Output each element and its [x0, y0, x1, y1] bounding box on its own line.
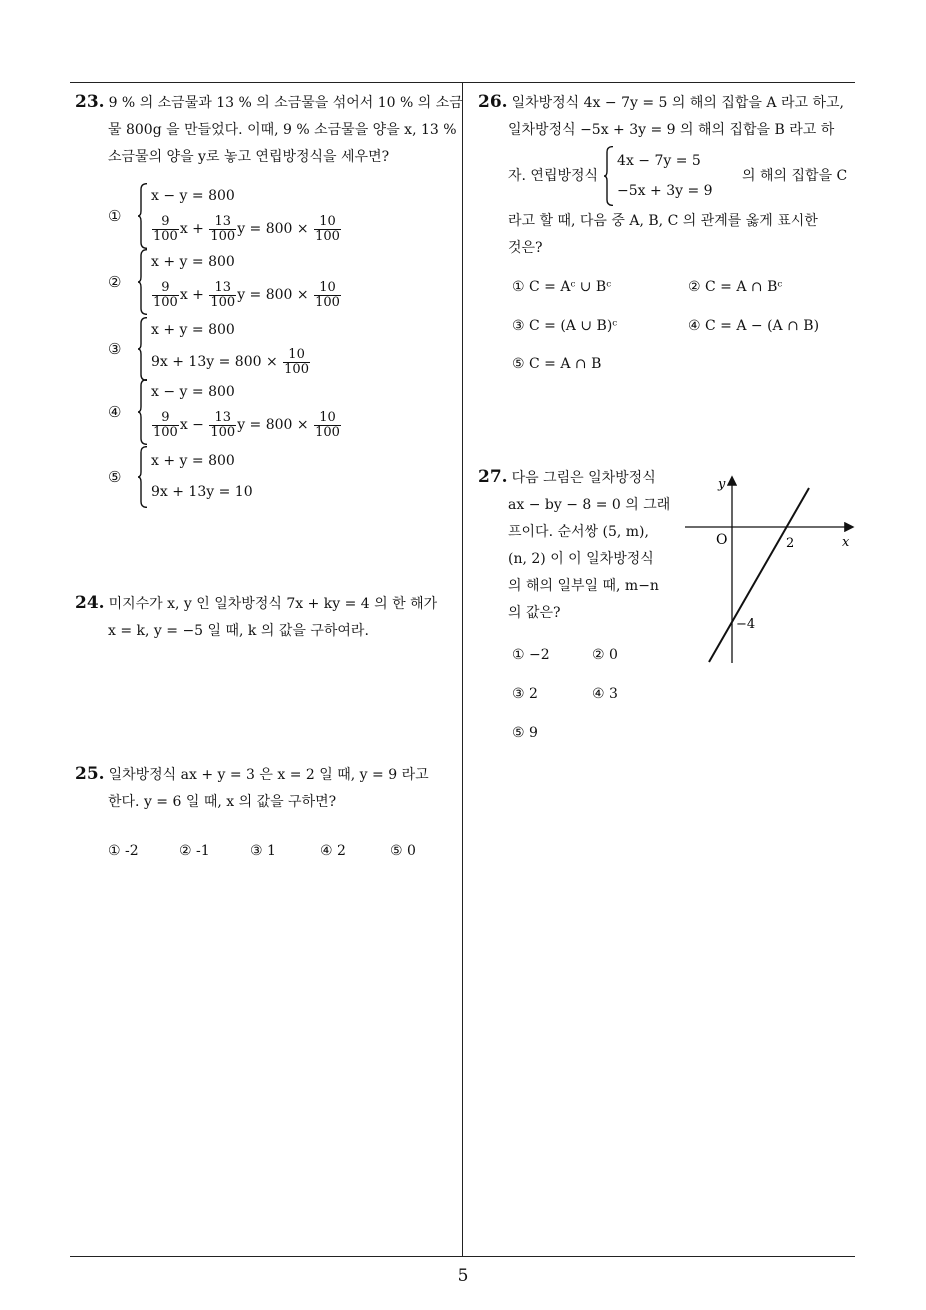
- question-27: [478, 464, 678, 627]
- choice-mark: ③: [108, 340, 122, 358]
- q26-line-1: 26. 일차방정식 4x − 7y = 5 의 해의 집합을 A 라고 하고,: [478, 92, 844, 112]
- eq-line-1: x + y = 800: [151, 254, 235, 271]
- q24-number: 24.: [75, 593, 105, 613]
- q27-graph: [680, 470, 860, 670]
- eq-line-2: 9x + 13y = 10: [151, 484, 253, 501]
- q27-number: 27.: [478, 467, 508, 487]
- q23-choice-5[interactable]: [108, 446, 253, 508]
- q26-number: 26.: [478, 92, 508, 112]
- q25-choice-5[interactable]: ⑤ 0: [390, 843, 416, 859]
- q27-choice-2[interactable]: ② 0: [592, 647, 618, 663]
- eq-line-1: 4x − 7y = 5: [617, 152, 701, 169]
- brace-icon: [138, 379, 148, 445]
- q25-choice-2[interactable]: ② -1: [179, 843, 210, 859]
- q27-choice-1[interactable]: ① −2: [512, 647, 550, 663]
- brace-icon: [138, 317, 148, 381]
- q27-line-4: (n, 2) 이 이 일차방정식: [508, 551, 654, 567]
- q27-line-1: 27. 다음 그림은 일차방정식: [478, 467, 656, 487]
- q25-choice-4[interactable]: ④ 2: [320, 843, 346, 859]
- q25-choice-3[interactable]: ③ 1: [250, 843, 276, 859]
- q25-number: 25.: [75, 764, 105, 784]
- q24-line-1: 24. 미지수가 x, y 인 일차방정식 7x + ky = 4 의 한 해가: [75, 593, 438, 613]
- q26-line-2: 일차방정식 −5x + 3y = 9 의 해의 집합을 B 라고 하: [508, 122, 835, 138]
- brace-icon: [138, 446, 148, 508]
- q27-choice-3[interactable]: ③ 2: [512, 686, 538, 702]
- q26-choice-2[interactable]: ② C = A ∩ Bᶜ: [688, 279, 783, 295]
- choice-mark: ④: [108, 403, 122, 421]
- q26-choice-4[interactable]: ④ C = A − (A ∩ B): [688, 318, 820, 334]
- brace-icon: [604, 146, 614, 206]
- choice-mark: ①: [108, 207, 122, 225]
- equation-system: [138, 379, 342, 445]
- eq-line-1: x + y = 800: [151, 453, 235, 470]
- brace-icon: [138, 183, 148, 249]
- q26-choice-3[interactable]: ③ C = (A ∪ B)ᶜ: [512, 318, 618, 334]
- q24-line-2: x = k, y = −5 일 때, k 의 값을 구하여라.: [108, 623, 369, 639]
- q26-line-3: 자. 연립방정식 4x − 7y = 5 −5x + 3y = 9 의 해의 집합을 C: [478, 144, 863, 208]
- q23-number: 23.: [75, 92, 105, 112]
- question-23: [75, 89, 463, 171]
- eq-line-1: x − y = 800: [151, 384, 235, 401]
- q25-line-1: 25. 일차방정식 ax + y = 3 은 x = 2 일 때, y = 9 라고: [75, 764, 429, 784]
- equation-system: [138, 183, 342, 249]
- bottom-rule: [70, 1256, 855, 1257]
- q23-choice-4[interactable]: [108, 379, 342, 445]
- y-axis-label: y: [718, 477, 726, 492]
- equation-system: [138, 317, 311, 381]
- x-axis-label: x: [842, 535, 850, 550]
- question-24: [75, 590, 460, 645]
- q26-choice-1[interactable]: ① C = Aᶜ ∪ Bᶜ: [512, 279, 612, 295]
- eq-line-2: $\frac{9}{100}$ x + $\frac{13}{100}$ y = 800 × $\frac{10}{100}$: [153, 280, 340, 311]
- choice-mark: ⑤: [108, 468, 122, 486]
- equation-system: [138, 249, 342, 315]
- q25-choice-1[interactable]: ① -2: [108, 843, 139, 859]
- column-divider: [462, 82, 463, 1256]
- q23-line-3: 소금물의 양을 y로 놓고 연립방정식을 세우면?: [108, 149, 390, 165]
- q23-choice-1[interactable]: [108, 183, 342, 249]
- eq-line-1: x + y = 800: [151, 321, 235, 338]
- q27-line-6: 의 값은?: [508, 605, 561, 621]
- q27-choice-4[interactable]: ④ 3: [592, 686, 618, 702]
- q25-line-2: 한다. y = 6 일 때, x 의 값을 구하면?: [108, 794, 337, 810]
- q23-line-1: 23. 9 % 의 소금물과 13 % 의 소금물을 섞어서 10 % 의 소금: [75, 92, 463, 112]
- q27-line-2: ax − by − 8 = 0 의 그래: [508, 497, 671, 513]
- eq-line-2: 9x + 13y = 800 × $\frac{10}{100}$: [151, 346, 309, 377]
- q27-line-5: 의 해의 일부일 때, m−n: [508, 578, 659, 594]
- q23-line-2: 물 800g 을 만들었다. 이때, 9 % 소금물을 양을 x, 13 %: [108, 122, 457, 138]
- graph-line: [709, 488, 809, 662]
- q26-choice-5[interactable]: ⑤ C = A ∩ B: [512, 356, 602, 372]
- eq-line-2: $\frac{9}{100}$ x − $\frac{13}{100}$ y = 800 × $\frac{10}{100}$: [153, 410, 340, 441]
- choice-mark: ②: [108, 273, 122, 291]
- eq-line-1: x − y = 800: [151, 188, 235, 205]
- question-26: [478, 89, 863, 262]
- question-25: [75, 761, 460, 816]
- q26-line-5: 것은?: [508, 240, 543, 256]
- y-intercept-label: −4: [736, 617, 756, 632]
- eq-line-2: $\frac{9}{100}$ x + $\frac{13}{100}$ y = 800 × $\frac{10}{100}$: [153, 214, 340, 245]
- origin-label: O: [716, 532, 728, 548]
- q26-equation-system: [604, 146, 724, 206]
- q27-choice-5[interactable]: ⑤ 9: [512, 725, 538, 741]
- q23-choice-3[interactable]: [108, 317, 311, 381]
- equation-system: [138, 446, 253, 508]
- q27-line-3: 프이다. 순서쌍 (5, m),: [508, 524, 649, 540]
- page-number: 5: [457, 1266, 469, 1286]
- brace-icon: [138, 249, 148, 315]
- q26-line-4: 라고 할 때, 다음 중 A, B, C 의 관계를 옳게 표시한: [508, 213, 818, 229]
- x-intercept-label: 2: [786, 536, 795, 551]
- eq-line-2: −5x + 3y = 9: [617, 182, 713, 199]
- q23-choice-2[interactable]: [108, 249, 342, 315]
